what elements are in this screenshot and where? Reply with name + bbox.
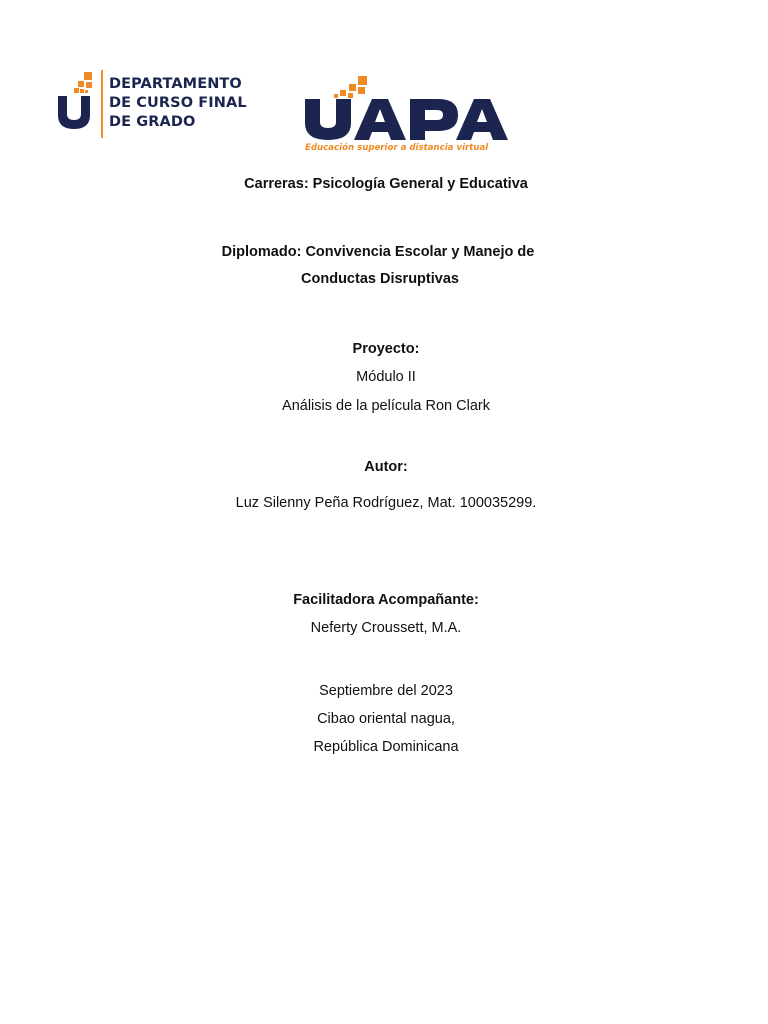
place-line: Cibao oriental nagua, [317,711,455,727]
department-name [109,75,247,132]
module-line: Módulo II [356,369,416,385]
country-line: República Dominicana [313,739,459,755]
facilitator-name: Neferty Croussett, M.A. [310,620,462,636]
date-line: Septiembre del 2023 [319,683,453,699]
careers-line: Carreras: Psicología General y Educativa [244,176,528,192]
diploma-title-line-2: Conductas Disruptivas [301,271,459,287]
department-line-2: DE CURSO FINAL [109,95,247,111]
department-logo [56,70,256,140]
author-name: Luz Silenny Peña Rodríguez, Mat. 100035299. [235,495,537,511]
department-line-1: DEPARTAMENTO [109,76,242,92]
uapa-tagline: Educación superior a distancia virtual [305,143,489,153]
facilitator-label: Facilitadora Acompañante: [293,592,479,608]
analysis-line: Análisis de la película Ron Clark [282,398,490,414]
project-label: Proyecto: [352,341,420,357]
department-line-3: DE GRADO [109,114,196,130]
uapa-wordmark-icon [300,70,528,142]
uapa-logo [300,70,528,160]
u-logo-icon [56,70,98,132]
diploma-title-line-1: Diplomado: Convivencia Escolar y Manejo de [221,244,535,260]
author-label: Autor: [364,459,408,475]
logo-divider [101,70,103,138]
